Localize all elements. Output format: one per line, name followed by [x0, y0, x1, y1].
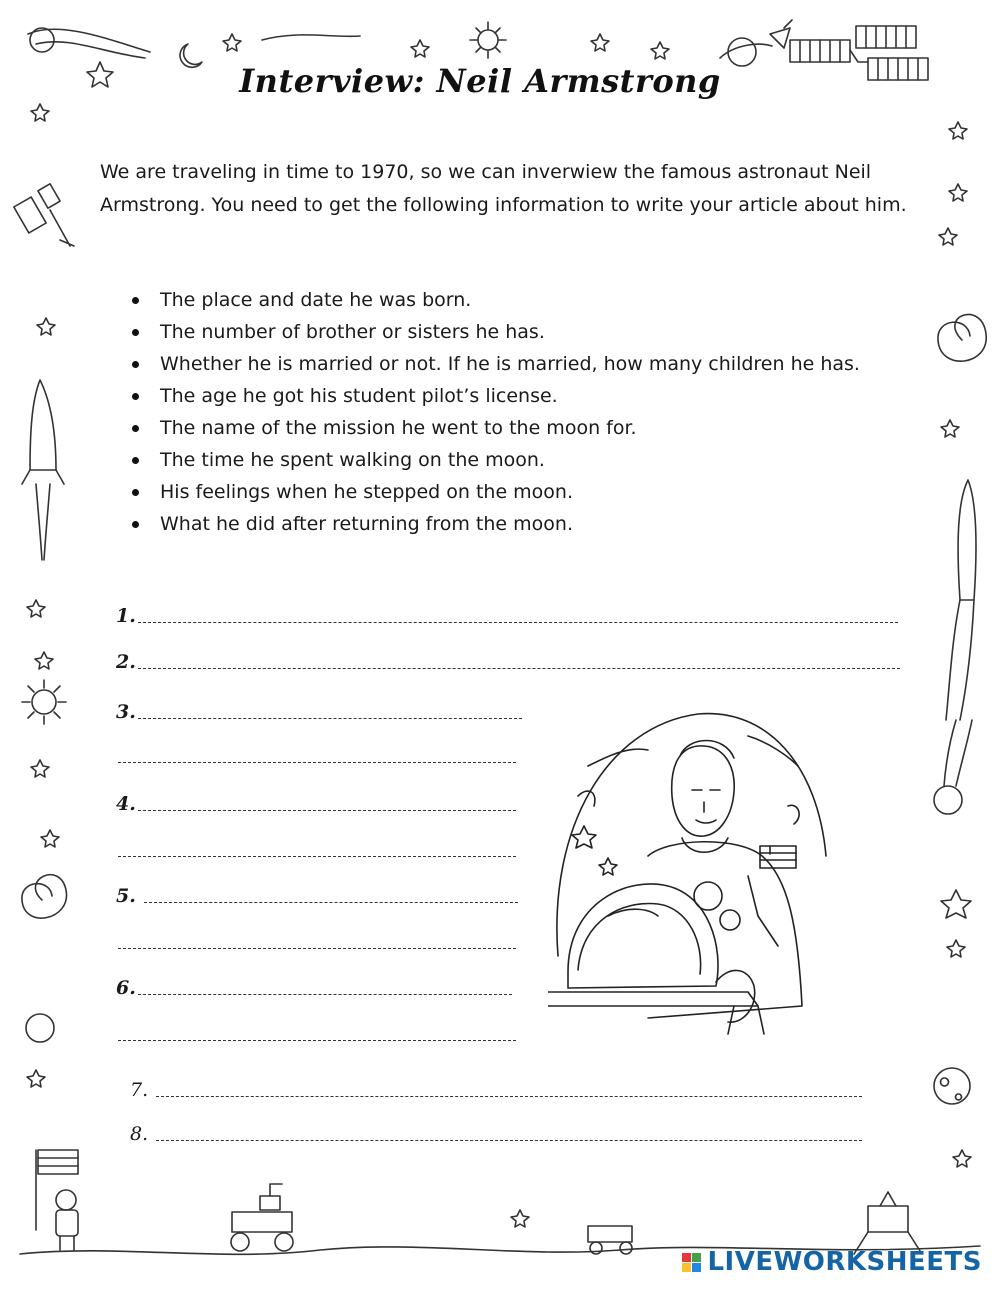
sun-icon: [470, 22, 506, 58]
answer-number: 8.: [130, 1123, 149, 1145]
planet-icon: [934, 1068, 970, 1104]
star-icon: [27, 1070, 45, 1087]
answer-number: 1.: [116, 605, 136, 627]
answer-number: 7.: [130, 1079, 149, 1101]
liveworksheets-logo: [682, 1247, 982, 1277]
intro-paragraph: We are traveling in time to 1970, so we can inverwiew the famous astronaut Neil Armstrong. You need to get the following information to write your article about him.: [100, 161, 907, 216]
list-item: The place and date he was born.: [160, 284, 920, 316]
answer-continuation-4: [118, 834, 516, 860]
answer-field-1[interactable]: [138, 622, 898, 623]
answer-field-7[interactable]: [156, 1096, 862, 1097]
star-icon: [572, 826, 596, 848]
star-icon: [35, 652, 53, 669]
answer-continuation-5: [118, 926, 516, 952]
answer-field-6[interactable]: [138, 994, 512, 995]
answer-field-2[interactable]: [138, 668, 900, 669]
star-icon: [939, 228, 957, 245]
answer-row-6: [116, 972, 512, 998]
flag-icon: [36, 1150, 78, 1230]
astronaut-illustration: [548, 706, 830, 1038]
rocket-icon: [946, 480, 976, 720]
answer-row-4: [116, 788, 516, 814]
liveworksheets-mark-icon: [682, 1253, 701, 1272]
answer-field-3b[interactable]: [118, 762, 516, 763]
answer-continuation-6: [118, 1018, 516, 1044]
answer-number: 2.: [116, 651, 136, 673]
answer-field-4[interactable]: [138, 810, 516, 811]
answer-row-5: [116, 880, 518, 906]
star-icon: [31, 760, 49, 777]
star-icon: [941, 420, 959, 437]
star-icon: [411, 40, 429, 57]
lunar-lander-icon: [854, 1192, 922, 1254]
star-icon: [223, 34, 241, 51]
star-icon: [591, 34, 609, 51]
list-item: Whether he is married or not. If he is married, how many children he has.: [160, 348, 920, 380]
comet-icon: [934, 720, 972, 814]
list-item: The name of the mission he went to the moon for.: [160, 412, 920, 444]
list-item: His feelings when he stepped on the moon.: [160, 476, 920, 508]
sun-icon: [22, 680, 66, 724]
list-item: The age he got his student pilot’s license.: [160, 380, 920, 412]
brand-name: LIVEWORKSHEETS: [707, 1247, 982, 1277]
star-icon: [511, 1210, 529, 1227]
star-icon: [27, 600, 45, 617]
answer-continuation-3: [118, 740, 516, 766]
answer-number: 3.: [116, 701, 136, 723]
galaxy-icon: [938, 315, 986, 362]
answer-number: 4.: [116, 793, 136, 815]
satellite-icon: [14, 184, 74, 246]
answer-field-5b[interactable]: [118, 948, 516, 949]
star-icon: [949, 122, 967, 139]
comet-icon: [28, 29, 150, 58]
answer-row-7: [130, 1074, 862, 1100]
info-checklist: [160, 284, 920, 540]
answer-row-3: [116, 696, 522, 722]
answer-row-8: [130, 1118, 862, 1144]
answer-row-2: [116, 646, 900, 672]
answer-field-5[interactable]: [144, 902, 518, 903]
star-icon: [651, 42, 669, 59]
star-icon: [599, 858, 617, 875]
answer-number: 5.: [116, 885, 136, 907]
answer-field-3[interactable]: [138, 718, 522, 719]
list-item: What he did after returning from the moon.: [160, 508, 920, 540]
answer-field-6b[interactable]: [118, 1040, 516, 1041]
planet-icon: [26, 1014, 54, 1042]
rocket-icon: [22, 380, 64, 560]
star-icon: [941, 890, 971, 918]
astronaut-icon: [56, 1190, 78, 1250]
list-item: The time he spent walking on the moon.: [160, 444, 920, 476]
star-icon: [37, 318, 55, 335]
answer-field-8[interactable]: [156, 1140, 862, 1141]
galaxy-icon: [22, 875, 67, 918]
star-icon: [947, 940, 965, 957]
star-icon: [953, 1150, 971, 1167]
moon-rover-icon: [588, 1226, 632, 1254]
rocket-icon: [770, 20, 792, 48]
star-icon: [31, 104, 49, 121]
answer-row-1: [116, 600, 898, 626]
list-item: The number of brother or sisters he has.: [160, 316, 920, 348]
page-title: Interview: Neil Armstrong: [239, 62, 721, 100]
star-icon: [949, 184, 967, 201]
star-icon: [41, 830, 59, 847]
answer-number: 6.: [116, 977, 136, 999]
answer-field-4b[interactable]: [118, 856, 516, 857]
moon-rover-icon: [231, 1184, 293, 1251]
